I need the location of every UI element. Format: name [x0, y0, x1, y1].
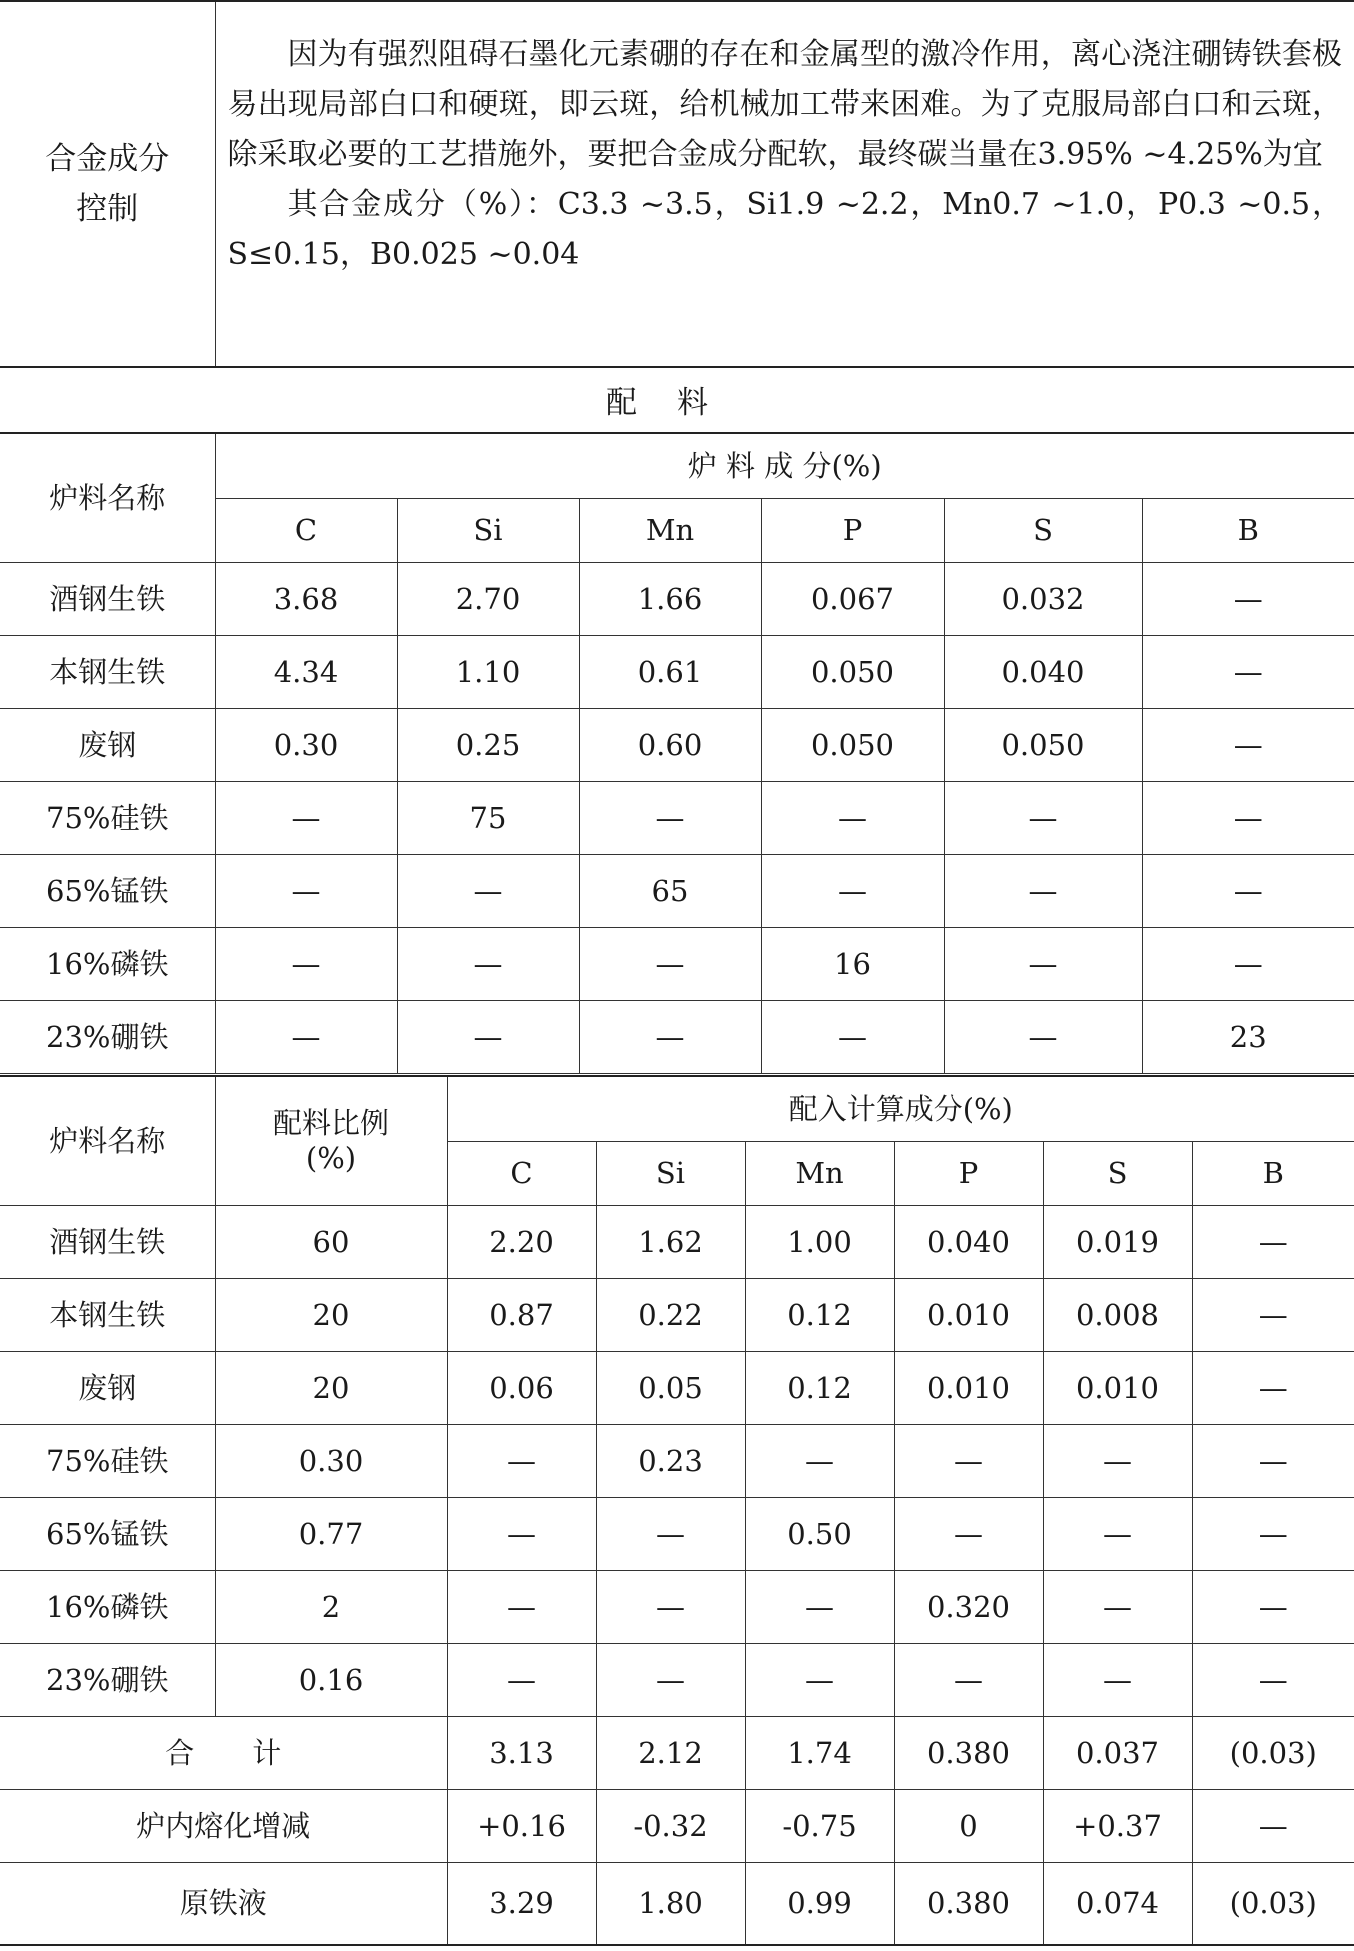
alloy-label-line2: 控制 — [76, 191, 139, 227]
composition-value: — — [215, 928, 397, 1001]
calculated-composition-table — [0, 1075, 1354, 1946]
calculated-value: 0.12 — [745, 1352, 894, 1425]
composition-value: — — [579, 928, 761, 1001]
calculated-value: — — [447, 1571, 596, 1644]
composition-value: 3.68 — [215, 563, 397, 636]
material-name: 本钢生铁 — [0, 1279, 215, 1352]
mix-ratio: 20 — [215, 1352, 447, 1425]
summary-value: (0.03) — [1192, 1717, 1354, 1790]
alloy-control-label — [0, 1, 215, 367]
calculated-value: — — [745, 1425, 894, 1498]
raw-element-header: B — [1142, 499, 1354, 563]
composition-value: 0.050 — [761, 636, 944, 709]
calculated-value: 0.87 — [447, 1279, 596, 1352]
calculated-value: — — [1192, 1644, 1354, 1717]
raw-element-header: Si — [397, 499, 579, 563]
mix-ratio: 20 — [215, 1279, 447, 1352]
summary-label: 炉内熔化增减 — [0, 1790, 447, 1863]
calculated-value: — — [596, 1571, 745, 1644]
material-name: 本钢生铁 — [0, 636, 215, 709]
calculated-value: 0.010 — [1043, 1352, 1192, 1425]
composition-value: — — [397, 1001, 579, 1074]
calculated-value: — — [1043, 1644, 1192, 1717]
raw-element-header: P — [761, 499, 944, 563]
calculated-value: — — [596, 1498, 745, 1571]
summary-value: 0.380 — [894, 1717, 1043, 1790]
material-name: 65%锰铁 — [0, 855, 215, 928]
table-row — [0, 855, 1354, 928]
calculated-value: — — [1192, 1279, 1354, 1352]
composition-value: — — [397, 855, 579, 928]
calculated-value: 0.22 — [596, 1279, 745, 1352]
calc-element-header: Mn — [745, 1142, 894, 1206]
summary-value: 2.12 — [596, 1717, 745, 1790]
composition-value: — — [215, 1001, 397, 1074]
calculated-value: 1.62 — [596, 1206, 745, 1279]
calculated-value: — — [447, 1425, 596, 1498]
composition-value: 0.067 — [761, 563, 944, 636]
summary-value: — — [1192, 1790, 1354, 1863]
summary-value: 0.074 — [1043, 1863, 1192, 1946]
composition-value: — — [1142, 855, 1354, 928]
material-name: 75%硅铁 — [0, 1425, 215, 1498]
material-name: 16%磷铁 — [0, 928, 215, 1001]
material-name: 75%硅铁 — [0, 782, 215, 855]
composition-value: 23 — [1142, 1001, 1354, 1074]
summary-value: +0.16 — [447, 1790, 596, 1863]
composition-value: — — [761, 782, 944, 855]
calculated-value: 0.05 — [596, 1352, 745, 1425]
calculated-value: 0.23 — [596, 1425, 745, 1498]
composition-value: 1.10 — [397, 636, 579, 709]
calculated-value: — — [1192, 1352, 1354, 1425]
calc-element-header: S — [1043, 1142, 1192, 1206]
calculated-value: 0.50 — [745, 1498, 894, 1571]
calculated-value: — — [745, 1571, 894, 1644]
calculated-value: 0.010 — [894, 1352, 1043, 1425]
table-row — [0, 1206, 1354, 1279]
calc-name-header: 炉料名称 — [0, 1076, 215, 1206]
composition-value: — — [761, 1001, 944, 1074]
composition-value: — — [1142, 709, 1354, 782]
material-name: 16%磷铁 — [0, 1571, 215, 1644]
composition-value: — — [1142, 928, 1354, 1001]
table-row — [0, 1001, 1354, 1074]
alloy-control-table — [0, 0, 1354, 368]
composition-value: — — [579, 1001, 761, 1074]
alloy-paragraph-2: 其合金成分（%）：C3.3 ~3.5，Si1.9 ~2.2，Mn0.7 ~1.0，P0.3 ~0.5，S≤0.15，B0.025 ~0.04 — [227, 187, 1342, 272]
table-row — [0, 1644, 1354, 1717]
calc-element-header: Si — [596, 1142, 745, 1206]
calculated-value: — — [745, 1644, 894, 1717]
summary-value: 0.380 — [894, 1863, 1043, 1946]
calc-group-header: 配入计算成分(%) — [447, 1076, 1354, 1142]
alloy-label-line1: 合金成分 — [45, 141, 170, 177]
composition-value: — — [944, 1001, 1142, 1074]
composition-value: — — [215, 782, 397, 855]
summary-value: 0.99 — [745, 1863, 894, 1946]
composition-value: — — [1142, 563, 1354, 636]
alloy-control-text — [215, 1, 1354, 367]
table-row — [0, 1498, 1354, 1571]
table-row — [0, 709, 1354, 782]
table-row — [0, 1571, 1354, 1644]
composition-value: 0.050 — [944, 709, 1142, 782]
summary-value: 1.80 — [596, 1863, 745, 1946]
calculated-value: 0.040 — [894, 1206, 1043, 1279]
composition-value: 0.050 — [761, 709, 944, 782]
composition-value: 0.040 — [944, 636, 1142, 709]
composition-value: 0.25 — [397, 709, 579, 782]
composition-value: 16 — [761, 928, 944, 1001]
composition-value: 0.30 — [215, 709, 397, 782]
composition-value: — — [215, 855, 397, 928]
calc-ratio-header — [215, 1076, 447, 1206]
calculated-value: — — [1043, 1425, 1192, 1498]
raw-element-header: S — [944, 499, 1142, 563]
summary-value: 3.13 — [447, 1717, 596, 1790]
calculated-value: — — [1043, 1498, 1192, 1571]
summary-value: 0 — [894, 1790, 1043, 1863]
calculated-value: — — [1043, 1571, 1192, 1644]
calculated-value: — — [894, 1425, 1043, 1498]
calculated-value: — — [447, 1644, 596, 1717]
calc-header-row — [0, 1076, 1354, 1142]
calculated-value: 0.06 — [447, 1352, 596, 1425]
composition-value: 75 — [397, 782, 579, 855]
composition-value: 0.60 — [579, 709, 761, 782]
summary-value: 1.74 — [745, 1717, 894, 1790]
mix-ratio: 2 — [215, 1571, 447, 1644]
composition-value: — — [761, 855, 944, 928]
table-row — [0, 1279, 1354, 1352]
composition-value: 2.70 — [397, 563, 579, 636]
composition-value: — — [1142, 636, 1354, 709]
alloy-control-row — [0, 1, 1354, 367]
composition-value: 4.34 — [215, 636, 397, 709]
material-name: 23%硼铁 — [0, 1644, 215, 1717]
summary-value: -0.75 — [745, 1790, 894, 1863]
raw-name-header: 炉料名称 — [0, 433, 215, 563]
composition-value: — — [1142, 782, 1354, 855]
calculated-value: 0.320 — [894, 1571, 1043, 1644]
summary-label: 合 计 — [0, 1717, 447, 1790]
material-name: 废钢 — [0, 709, 215, 782]
calculated-value: — — [596, 1644, 745, 1717]
mix-ratio: 0.16 — [215, 1644, 447, 1717]
raw-material-table — [0, 432, 1354, 1074]
alloy-paragraph-1: 因为有强烈阻碍石墨化元素硼的存在和金属型的激冷作用，离心浇注硼铸铁套极易出现局部白口和硬斑，即云斑，给机械加工带来困难。为了克服局部白口和云斑，除采取必要的工艺措施外，要把合金成分配软，最终碳当量在3.95% ~4.25%为宜 — [227, 37, 1342, 172]
composition-value: — — [944, 782, 1142, 855]
calculated-value: — — [447, 1498, 596, 1571]
table-row — [0, 1425, 1354, 1498]
summary-row — [0, 1790, 1354, 1863]
material-name: 酒钢生铁 — [0, 1206, 215, 1279]
summary-value: +0.37 — [1043, 1790, 1192, 1863]
table-row — [0, 782, 1354, 855]
calculated-value: — — [1192, 1498, 1354, 1571]
calculated-value: 2.20 — [447, 1206, 596, 1279]
table-row — [0, 636, 1354, 709]
calc-element-header: C — [447, 1142, 596, 1206]
calculated-value: 0.010 — [894, 1279, 1043, 1352]
calculated-value: — — [1192, 1206, 1354, 1279]
material-name: 65%锰铁 — [0, 1498, 215, 1571]
composition-value: — — [944, 928, 1142, 1001]
calculated-value: 0.12 — [745, 1279, 894, 1352]
composition-value: — — [944, 855, 1142, 928]
table-row — [0, 1352, 1354, 1425]
summary-value: 0.037 — [1043, 1717, 1192, 1790]
summary-value: 3.29 — [447, 1863, 596, 1946]
calculated-value: — — [894, 1498, 1043, 1571]
calc-element-header: P — [894, 1142, 1043, 1206]
raw-header-row — [0, 433, 1354, 499]
calc-ratio-header-line2: (%) — [305, 1141, 357, 1175]
calculated-value: — — [1192, 1571, 1354, 1644]
composition-value: 0.61 — [579, 636, 761, 709]
summary-label: 原铁液 — [0, 1863, 447, 1946]
calculated-value: — — [1192, 1425, 1354, 1498]
table-row — [0, 928, 1354, 1001]
raw-group-header: 炉 料 成 分(%) — [215, 433, 1354, 499]
summary-row — [0, 1717, 1354, 1790]
raw-element-header: Mn — [579, 499, 761, 563]
mix-ratio: 60 — [215, 1206, 447, 1279]
section-title: 配料 — [606, 384, 748, 421]
table-row — [0, 563, 1354, 636]
summary-row — [0, 1863, 1354, 1946]
composition-value: 65 — [579, 855, 761, 928]
composition-value: 1.66 — [579, 563, 761, 636]
calculated-value: 1.00 — [745, 1206, 894, 1279]
material-name: 23%硼铁 — [0, 1001, 215, 1074]
composition-value: — — [579, 782, 761, 855]
mix-ratio: 0.77 — [215, 1498, 447, 1571]
material-name: 酒钢生铁 — [0, 563, 215, 636]
calculated-value: 0.008 — [1043, 1279, 1192, 1352]
raw-element-header: C — [215, 499, 397, 563]
composition-value: 0.032 — [944, 563, 1142, 636]
calculated-value: 0.019 — [1043, 1206, 1192, 1279]
material-name: 废钢 — [0, 1352, 215, 1425]
calculated-value: — — [894, 1644, 1043, 1717]
calc-ratio-header-line1: 配料比例 — [272, 1106, 389, 1141]
summary-value: (0.03) — [1229, 1886, 1317, 1921]
mix-ratio: 0.30 — [215, 1425, 447, 1498]
calc-element-header: B — [1192, 1142, 1354, 1206]
summary-value: -0.32 — [596, 1790, 745, 1863]
composition-value: — — [397, 928, 579, 1001]
